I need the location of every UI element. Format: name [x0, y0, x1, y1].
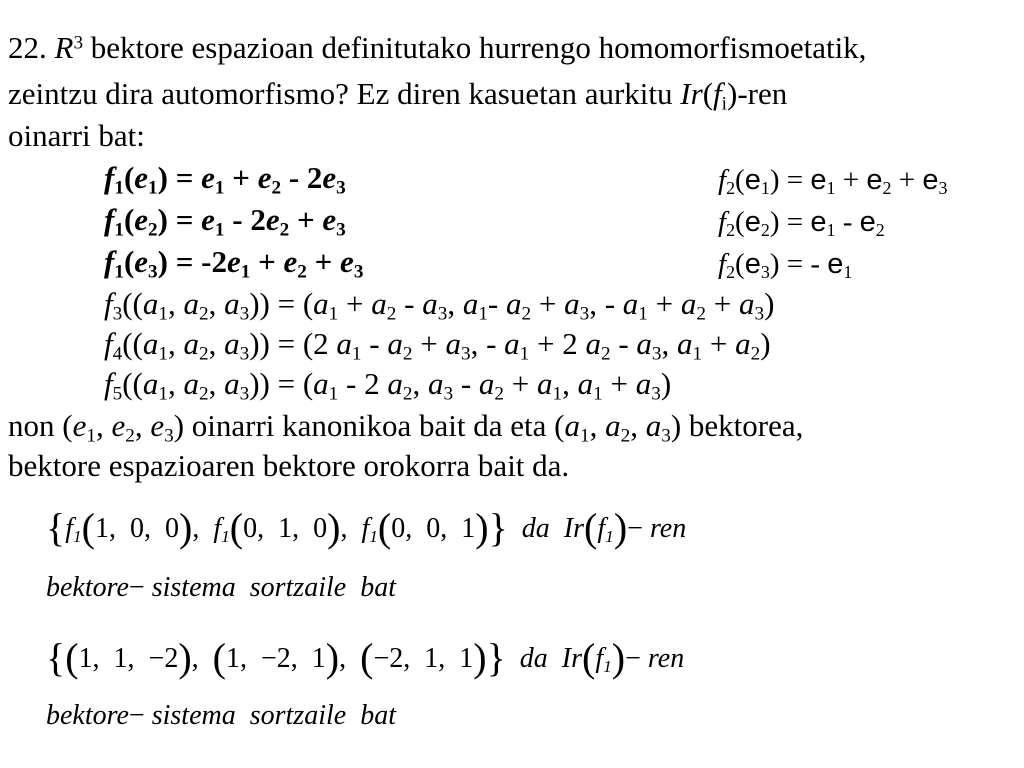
f5-definition: $f_5((a_1$, $a_2$, $a_3)) = (a_1 - 2$ $a_2$, $a_3 - a_2 + a_1$, $a_1 + a_3$) — [104, 366, 672, 405]
answer-1-set: {$f_1(1$, 0, 0), $f_1(0$, 1, 0), $f_1(0$, 0, 1)} da $Ir(f_1)-$ ren — [46, 505, 687, 550]
problem-line-1: 22. $R^3$ bektore espazioan definitutako hurrengo homomorfismoetatik, — [8, 30, 867, 65]
problem-intro: bektore espazioan definitutako hurrengo homomorfismoetatik, — [90, 30, 867, 65]
f2-e2-definition: $f_2(e_2) = e_1 - e_2$ — [718, 206, 885, 241]
f2-e3-definition: $f_2(e_3)$ = - $e_1$ — [718, 248, 853, 283]
f2-e1-definition: $f_2(e_1) = e_1 + e_2 + e_3$ — [718, 164, 948, 199]
f1-e3-definition: $f_1(e_3) = -2e_1 + e_2 + e_3$ — [104, 244, 364, 283]
f3-definition: $f_3((a_1$, $a_2$, $a_3)) = (a_1 + a_2 - a_3$, $a_1-$ $a_2 + a_3$, - $a_1 + a_2 + a_3$) — [104, 286, 775, 325]
closing-line-1: non ($e_1$, $e_2$, $e_3$) oinarri kanonikoa bait da eta ($a_1$, $a_2$, $a_3$) bektorea, — [8, 408, 804, 447]
answer-2-caption: bektore− sistema sortzaile bat — [46, 700, 396, 731]
problem-line-3: oinarri bat: — [8, 118, 145, 153]
f1-e1-definition: $f_1(e_1) = e_1 + e_2 - 2e_3$ — [104, 160, 346, 199]
f4-definition: $f_4((a_1$, $a_2$, $a_3)) = (2$ $a_1 - a_2 + a_3$, - $a_1 + 2$ $a_2 - a_3$, $a_1 + a_2$) — [104, 326, 771, 365]
problem-line-2: zeintzu dira automorfismo? Ez diren kasuetan aurkitu $Ir(f_i)$-ren — [8, 76, 788, 115]
answer-1-caption: bektore− sistema sortzaile bat — [46, 572, 396, 603]
f1-e2-definition: $f_1(e_2) = e_1 - 2e_2 + e_3$ — [104, 202, 346, 241]
answer-2-set: {(1, 1, −2), (1, −2, 1), (−2, 1, 1)} da $Ir(f_1)-$ ren — [46, 635, 685, 680]
closing-line-2: bektore espazioaren bektore orokorra bait da. — [8, 448, 570, 483]
problem-number: 22. — [8, 30, 47, 65]
